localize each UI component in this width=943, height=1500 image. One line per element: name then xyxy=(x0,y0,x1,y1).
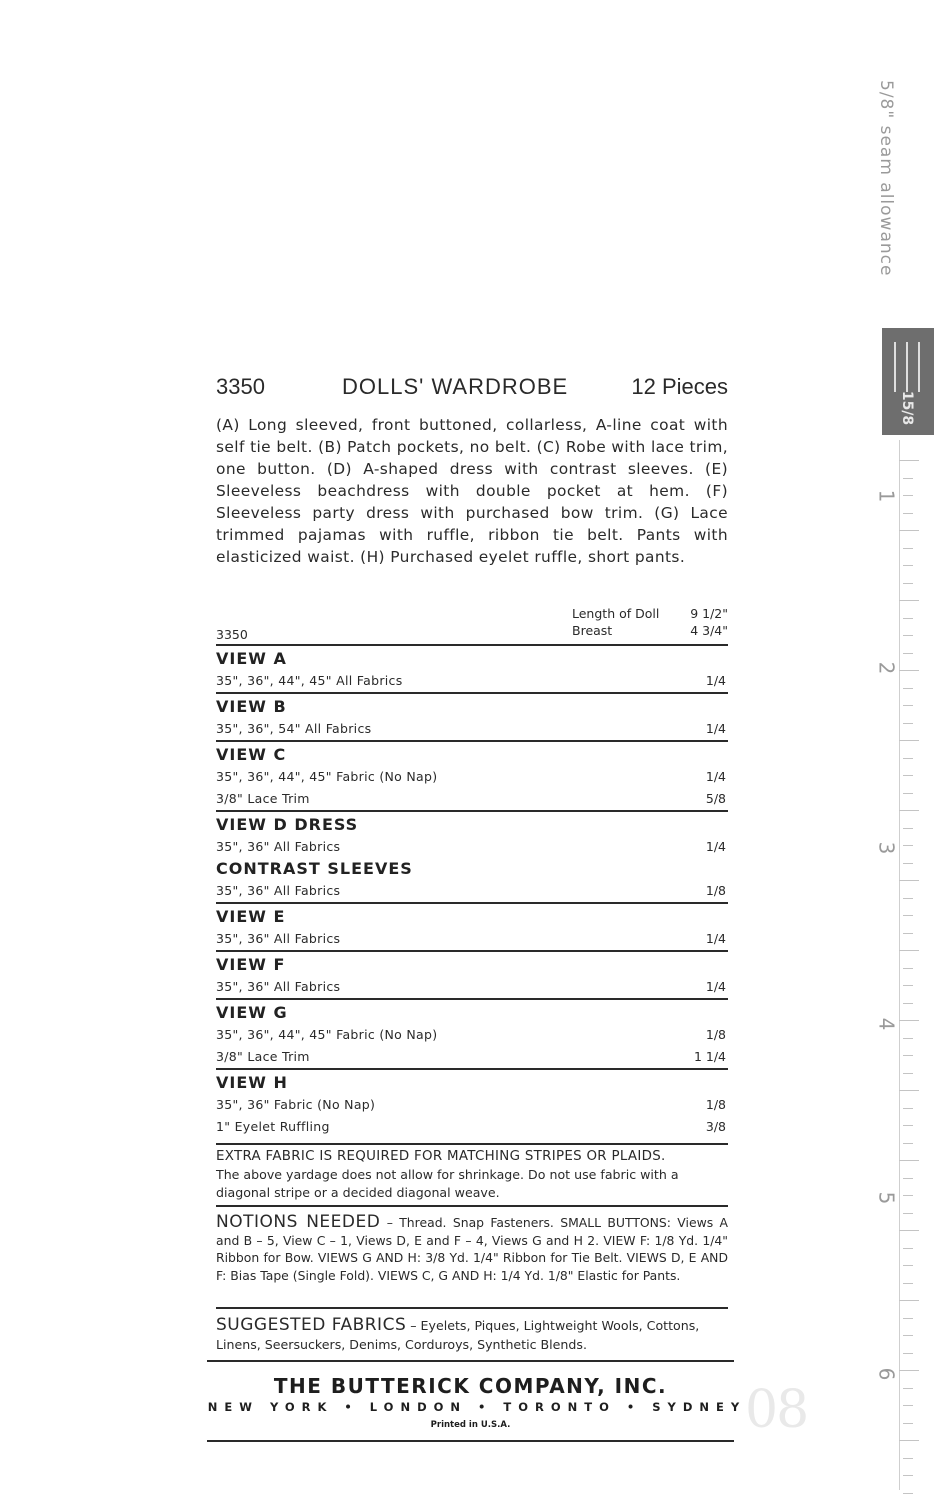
view-section xyxy=(216,644,728,692)
ruler-tick xyxy=(903,1423,913,1424)
ruler-tick xyxy=(903,1143,913,1144)
fabric-width: 1" Eyelet Ruffling xyxy=(216,1119,330,1134)
view-section xyxy=(216,998,728,1068)
ruler-tick xyxy=(903,863,913,864)
yardage-value: 1/8 xyxy=(705,1097,726,1112)
ruler-tick xyxy=(903,898,913,899)
doll-length-value: 9 1/2" xyxy=(690,606,728,621)
extra-fabric-rule xyxy=(216,1205,728,1207)
yardage-value: 1/4 xyxy=(705,839,726,854)
fabric-width: 3/8" Lace Trim xyxy=(216,791,310,806)
ruler-tick xyxy=(903,495,913,496)
ruler-tick xyxy=(899,1090,919,1091)
doll-breast-label: Breast xyxy=(572,623,613,638)
ruler-tick xyxy=(903,793,913,794)
view-section xyxy=(216,810,728,902)
ruler-tick xyxy=(903,548,913,549)
fabric-width: 35", 36", 44", 45" Fabric (No Nap) xyxy=(216,1027,438,1042)
view-section xyxy=(216,950,728,998)
ruler-tick xyxy=(903,513,913,514)
notions-needed xyxy=(216,1214,728,1284)
yardage-row xyxy=(216,976,728,998)
ruler-tick xyxy=(903,478,913,479)
ruler-tick xyxy=(903,758,913,759)
view-section xyxy=(216,902,728,950)
ruler-tick xyxy=(899,1020,919,1021)
gauge-fraction-label: 15/8 xyxy=(899,390,916,426)
view-title: VIEW A xyxy=(216,649,287,668)
table-pattern-code: 3350 xyxy=(216,627,248,642)
ruler-tick xyxy=(899,740,919,741)
ruler-tick xyxy=(903,1125,913,1126)
yardage-value: 1/4 xyxy=(705,769,726,784)
company-name: THE BUTTERICK COMPANY, INC. xyxy=(273,1374,668,1398)
ruler-tick xyxy=(903,1335,913,1336)
fabric-width: 35", 36", 54" All Fabrics xyxy=(216,721,372,736)
ruler-tick xyxy=(903,723,913,724)
fabric-width: 3/8" Lace Trim xyxy=(216,1049,310,1064)
ruler-tick xyxy=(903,1178,913,1179)
ruler-tick xyxy=(903,968,913,969)
table-header xyxy=(216,606,728,644)
ruler-tick xyxy=(903,653,913,654)
doll-breast-row xyxy=(572,623,728,640)
ruler-tick xyxy=(903,618,913,619)
ruler-tick xyxy=(903,1213,913,1214)
ruler-tick xyxy=(903,1055,913,1056)
ruler-tick xyxy=(903,1318,913,1319)
gauge-tick xyxy=(906,342,908,392)
yardage-value: 3/8 xyxy=(705,1119,726,1134)
view-section xyxy=(216,692,728,740)
ruler-tick xyxy=(903,1248,913,1249)
view-section xyxy=(216,1068,728,1138)
yardage-value: 1 1/4 xyxy=(693,1049,726,1064)
doll-measurements xyxy=(572,606,728,640)
view-section xyxy=(216,740,728,810)
faint-stamp: 08 xyxy=(745,1380,808,1440)
ruler-tick xyxy=(899,460,919,461)
ruler-inch-1: 1 xyxy=(874,489,899,503)
fabric-width: 35", 36" All Fabrics xyxy=(216,931,341,946)
yardage-value: 1/4 xyxy=(705,673,726,688)
ruler-inch-5: 5 xyxy=(874,1191,899,1205)
view-title: VIEW B xyxy=(216,697,287,716)
ruler-tick xyxy=(903,985,913,986)
yardage-row xyxy=(216,880,728,902)
ruler-tick xyxy=(903,688,913,689)
ruler-tick xyxy=(903,1458,913,1459)
ruler-tick xyxy=(903,635,913,636)
fabric-width: 35", 36" Fabric (No Nap) xyxy=(216,1097,376,1112)
ruler-tick xyxy=(903,1003,913,1004)
pattern-number: 3350 xyxy=(216,374,265,399)
doll-breast-value: 4 3/4" xyxy=(690,623,728,638)
company-cities: NEW YORK • LONDON • TORONTO • SYDNEY xyxy=(207,1400,747,1414)
view-title: VIEW H xyxy=(216,1073,288,1092)
ruler-tick xyxy=(903,1405,913,1406)
notions-rule xyxy=(216,1307,728,1309)
yardage-value: 1/4 xyxy=(705,721,726,736)
fabric-width: 35", 36", 44", 45" All Fabrics xyxy=(216,673,403,688)
view-title: VIEW E xyxy=(216,907,286,926)
ruler-tick xyxy=(903,705,913,706)
ruler-tick xyxy=(899,1440,919,1441)
ruler-tick xyxy=(899,810,919,811)
table-bottom-rule xyxy=(216,1143,728,1145)
ruler-tick xyxy=(903,933,913,934)
ruler-tick xyxy=(903,1388,913,1389)
seam-allowance-label: 5/8" seam allowance xyxy=(876,80,896,277)
view-title: VIEW C xyxy=(216,745,287,764)
yardage-row xyxy=(216,928,728,950)
suggested-rule xyxy=(207,1360,734,1362)
ruler-tick xyxy=(903,583,913,584)
gauge-tick xyxy=(918,342,920,392)
printed-in: Printed in U.S.A. xyxy=(430,1420,511,1430)
ruler-tick xyxy=(903,1493,913,1494)
ruler-tick xyxy=(903,565,913,566)
yardage-row xyxy=(216,1094,728,1116)
yardage-value: 1/8 xyxy=(705,883,726,898)
ruler-inch-2: 2 xyxy=(874,661,899,675)
gauge-tick xyxy=(894,342,896,392)
ruler-tick xyxy=(903,1353,913,1354)
suggested-text: – Eyelets, Piques, Lightweight Wools, Cottons, Linens, Seersuckers, Denims, Corduroys, Synthetic Blends. xyxy=(216,1318,700,1352)
ruler-tick xyxy=(899,670,919,671)
view-title: CONTRAST SLEEVES xyxy=(216,859,413,878)
view-title: VIEW D DRESS xyxy=(216,815,359,834)
suggested-fabrics xyxy=(216,1316,728,1354)
fabric-width: 35", 36" All Fabrics xyxy=(216,839,341,854)
ruler-inch-3: 3 xyxy=(874,841,899,855)
ruler-tick xyxy=(903,1108,913,1109)
yardage-value: 5/8 xyxy=(705,791,726,806)
pieces-count: 12 Pieces xyxy=(631,374,728,399)
ruler-edge-line xyxy=(899,440,900,1490)
notions-text: – Thread. Snap Fasteners. SMALL BUTTONS: Views A and B – 5, View C – 1, Views D, E and F – 4, Views G and H 2. VIEW F: 1/8 Yd. 1/4" Ribbon for Bow. VIEWS G AND H: 3/8 Yd. 1/4" Ribbon for Tie Belt. VIEWS D, E AND F: Bias Tape (Single Fold). VIEWS C, G AND H: 1/4 Yd. 1/8" Elastic for Pants. xyxy=(216,1215,728,1283)
ruler-tick xyxy=(899,530,919,531)
ruler-tick xyxy=(903,828,913,829)
yardage-row xyxy=(216,788,728,810)
yardage-value: 1/4 xyxy=(705,979,726,994)
doll-length-label: Length of Doll xyxy=(572,606,660,621)
fabric-width: 35", 36", 44", 45" Fabric (No Nap) xyxy=(216,769,438,784)
ruler-tick xyxy=(903,1073,913,1074)
ruler-tick xyxy=(903,1195,913,1196)
yardage-row xyxy=(216,670,728,692)
pattern-title: DOLLS' WARDROBE xyxy=(342,374,569,399)
view-title: VIEW F xyxy=(216,955,286,974)
ruler-tick xyxy=(899,950,919,951)
yardage-table xyxy=(216,606,728,1138)
ruler-tick xyxy=(899,1230,919,1231)
fabric-width: 35", 36" All Fabrics xyxy=(216,883,341,898)
notions-heading: NOTIONS NEEDED xyxy=(216,1212,381,1232)
ruler-tick xyxy=(903,775,913,776)
ruler-tick xyxy=(903,1265,913,1266)
pattern-description: (A) Long sleeved, front buttoned, collarless, A-line coat with self tie belt. (B) Patch pockets, no belt. (C) Robe with lace trim, one button. (D) A-shaped dress with contrast sleeves. (E) Sleeveless beachdress with double pocket at hem. (F) Sleeveless party dress with purchased bow trim. (G) Lace trimmed pajamas with ruffle, ribbon tie belt. Pants with elasticized waist. (H) Purchased eyelet ruffle, short pants. xyxy=(216,416,729,566)
view-title: VIEW G xyxy=(216,1003,288,1022)
yardage-row xyxy=(216,1116,728,1138)
ruler-inch-6: 6 xyxy=(874,1367,899,1381)
extra-fabric-note xyxy=(216,1148,728,1202)
ruler-tick xyxy=(899,1160,919,1161)
yardage-value: 1/4 xyxy=(705,931,726,946)
ruler-tick xyxy=(899,600,919,601)
extra-fabric-heading: EXTRA FABRIC IS REQUIRED FOR MATCHING STRIPES OR PLAIDS. xyxy=(216,1149,666,1164)
yardage-row xyxy=(216,1046,728,1068)
ruler-tick xyxy=(903,845,913,846)
pattern-masthead xyxy=(216,374,728,404)
extra-fabric-text: The above yardage does not allow for shrinkage. Do not use fabric with a diagonal stripe or a decided diagonal weave. xyxy=(216,1167,679,1200)
yardage-row xyxy=(216,836,728,858)
view-sections xyxy=(216,644,728,1138)
fabric-width: 35", 36" All Fabrics xyxy=(216,979,341,994)
yardage-value: 1/8 xyxy=(705,1027,726,1042)
yardage-row xyxy=(216,766,728,788)
ruler-tick xyxy=(903,1038,913,1039)
ruler-inch-4: 4 xyxy=(874,1017,899,1031)
suggested-heading: SUGGESTED FABRICS xyxy=(216,1315,407,1335)
ruler-tick xyxy=(899,880,919,881)
yardage-row xyxy=(216,718,728,740)
ruler-tick xyxy=(899,1370,919,1371)
yardage-row xyxy=(216,1024,728,1046)
ruler-tick xyxy=(903,1475,913,1476)
ruler-tick xyxy=(899,1300,919,1301)
footer-rule xyxy=(207,1440,734,1442)
ruler-tick xyxy=(903,1283,913,1284)
ruler-tick xyxy=(903,915,913,916)
doll-length-row xyxy=(572,606,728,623)
